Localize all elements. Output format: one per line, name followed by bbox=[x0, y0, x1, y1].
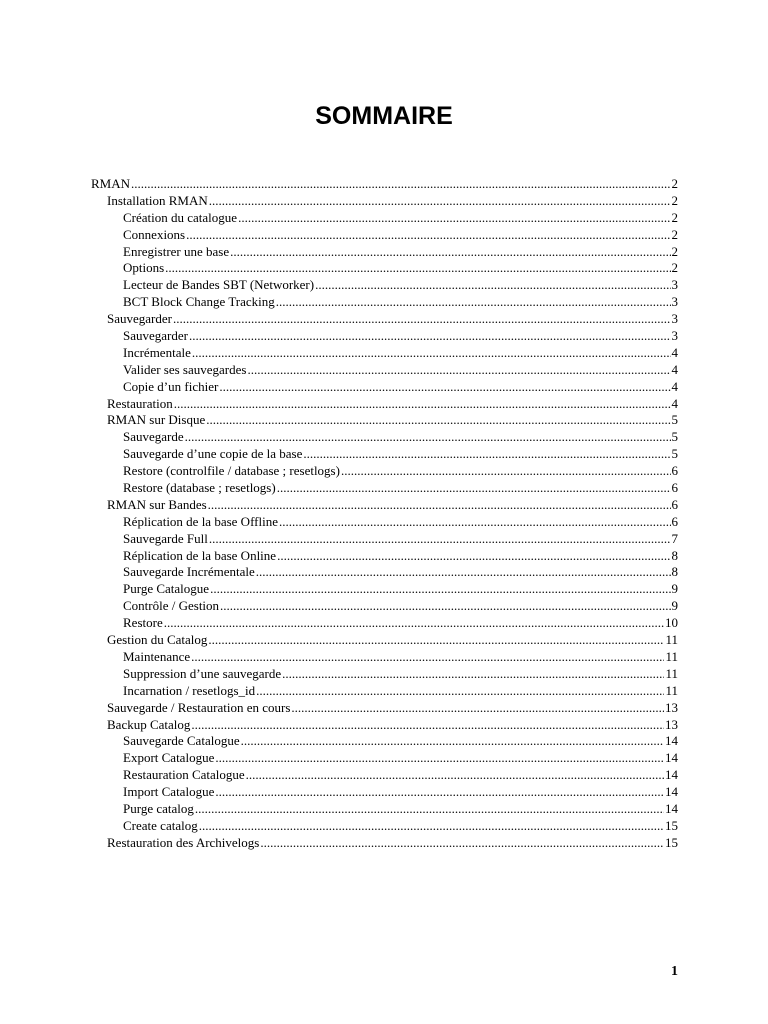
toc-entry[interactable] bbox=[91, 700, 678, 717]
toc-entry[interactable] bbox=[91, 581, 678, 598]
toc-dot-leader bbox=[191, 649, 664, 666]
toc-entry-page: 5 bbox=[671, 446, 678, 462]
toc-dot-leader bbox=[219, 379, 670, 396]
toc-entry[interactable] bbox=[91, 328, 678, 345]
toc-dot-leader bbox=[199, 818, 664, 835]
toc-entry[interactable] bbox=[91, 835, 678, 852]
toc-entry[interactable] bbox=[91, 412, 678, 429]
toc-dot-leader bbox=[206, 412, 670, 429]
toc-dot-leader bbox=[276, 294, 671, 311]
toc-entry-page: 2 bbox=[671, 209, 678, 225]
toc-entry-page: 11 bbox=[665, 648, 678, 664]
toc-dot-leader bbox=[279, 514, 671, 531]
toc-dot-leader bbox=[174, 396, 671, 413]
toc-entry-page: 2 bbox=[671, 176, 678, 191]
toc-entry-label: Incrémentale bbox=[123, 344, 191, 360]
toc-entry[interactable] bbox=[91, 244, 678, 261]
toc-entry-label: Sauvegarde d’une copie de la base bbox=[123, 446, 303, 462]
toc-entry-label: Réplication de la base Offline bbox=[123, 513, 278, 529]
toc-entry[interactable] bbox=[91, 463, 678, 480]
toc-dot-leader bbox=[164, 615, 664, 632]
toc-entry-page: 3 bbox=[671, 328, 678, 344]
toc-entry-label: Sauvegarde / Restauration en cours bbox=[107, 699, 291, 715]
toc-entry-label: Copie d’un fichier bbox=[123, 378, 219, 394]
toc-dot-leader bbox=[291, 700, 664, 717]
toc-entry-label: Create catalog bbox=[123, 817, 198, 833]
toc-entry[interactable] bbox=[91, 564, 678, 581]
toc-entry-label: Options bbox=[123, 260, 165, 276]
toc-entry-page: 5 bbox=[671, 429, 678, 445]
toc-dot-leader bbox=[260, 835, 664, 852]
toc-entry[interactable] bbox=[91, 193, 678, 210]
toc-entry-label: RMAN bbox=[91, 176, 131, 191]
toc-entry-label: Réplication de la base Online bbox=[123, 547, 277, 563]
toc-entry-page: 2 bbox=[671, 226, 678, 242]
toc-entry-page: 6 bbox=[671, 496, 678, 512]
toc-entry-label: Contrôle / Gestion bbox=[123, 598, 220, 614]
toc-entry-label: Sauvegarde bbox=[123, 429, 184, 445]
toc-entry-label: Sauvegarde Incrémentale bbox=[123, 564, 255, 580]
toc-entry[interactable] bbox=[91, 683, 678, 700]
toc-dot-leader bbox=[215, 784, 664, 801]
toc-entry-page: 13 bbox=[665, 699, 678, 715]
toc-entry-page: 7 bbox=[671, 530, 678, 546]
toc-entry-page: 2 bbox=[671, 243, 678, 259]
toc-entry-page: 5 bbox=[671, 412, 678, 428]
toc-dot-leader bbox=[186, 227, 670, 244]
toc-entry-label: Sauvegarder bbox=[123, 328, 188, 344]
toc-dot-leader bbox=[173, 311, 671, 328]
toc-entry-label: Restauration Catalogue bbox=[123, 767, 245, 783]
toc-entry[interactable] bbox=[91, 548, 678, 565]
toc-dot-leader bbox=[209, 531, 671, 548]
toc-entry[interactable] bbox=[91, 362, 678, 379]
toc-entry-label: Maintenance bbox=[123, 648, 191, 664]
toc-entry[interactable] bbox=[91, 480, 678, 497]
toc-entry-page: 11 bbox=[665, 682, 678, 698]
toc-entry-label: Incarnation / resetlogs_id bbox=[123, 682, 256, 698]
toc-entry-label: Restore bbox=[123, 615, 163, 631]
toc-entry[interactable] bbox=[91, 294, 678, 311]
toc-dot-leader bbox=[208, 497, 671, 514]
table-of-contents bbox=[91, 176, 678, 852]
toc-dot-leader bbox=[256, 683, 664, 700]
toc-entry-page: 4 bbox=[671, 395, 678, 411]
toc-entry[interactable] bbox=[91, 345, 678, 362]
toc-dot-leader bbox=[303, 446, 670, 463]
toc-entry-label: Suppression d’une sauvegarde bbox=[123, 665, 282, 681]
toc-entry-label: Installation RMAN bbox=[107, 192, 208, 208]
toc-entry[interactable] bbox=[91, 632, 678, 649]
toc-entry-page: 2 bbox=[671, 192, 678, 208]
toc-entry-label: BCT Block Change Tracking bbox=[123, 294, 275, 310]
toc-entry[interactable] bbox=[91, 733, 678, 750]
toc-dot-leader bbox=[131, 176, 670, 193]
toc-dot-leader bbox=[277, 548, 670, 565]
toc-entry-label: Valider ses sauvegardes bbox=[123, 361, 247, 377]
toc-entry-page: 14 bbox=[665, 800, 678, 816]
toc-entry-page: 14 bbox=[665, 733, 678, 749]
toc-entry-page: 8 bbox=[671, 564, 678, 580]
toc-dot-leader bbox=[282, 666, 664, 683]
toc-dot-leader bbox=[341, 463, 671, 480]
toc-entry-label: RMAN sur Bandes bbox=[107, 496, 207, 512]
toc-entry-page: 14 bbox=[665, 784, 678, 800]
toc-entry-label: Connexions bbox=[123, 226, 186, 242]
toc-entry[interactable] bbox=[91, 750, 678, 767]
toc-dot-leader bbox=[165, 260, 670, 277]
toc-entry-page: 4 bbox=[671, 378, 678, 394]
toc-entry[interactable] bbox=[91, 666, 678, 683]
toc-entry-page: 9 bbox=[671, 598, 678, 614]
toc-entry[interactable] bbox=[91, 429, 678, 446]
toc-entry[interactable] bbox=[91, 531, 678, 548]
toc-entry-page: 9 bbox=[671, 581, 678, 597]
toc-dot-leader bbox=[215, 750, 664, 767]
toc-entry-page: 14 bbox=[665, 767, 678, 783]
toc-entry[interactable] bbox=[91, 818, 678, 835]
toc-dot-leader bbox=[185, 429, 671, 446]
toc-dot-leader bbox=[246, 767, 664, 784]
toc-dot-leader bbox=[189, 328, 671, 345]
toc-dot-leader bbox=[247, 362, 670, 379]
toc-entry-page: 2 bbox=[671, 260, 678, 276]
toc-entry[interactable] bbox=[91, 260, 678, 277]
toc-entry-page: 11 bbox=[665, 632, 678, 648]
toc-entry-page: 15 bbox=[665, 817, 678, 833]
toc-entry-page: 6 bbox=[671, 480, 678, 496]
toc-entry-label: RMAN sur Disque bbox=[107, 412, 206, 428]
toc-dot-leader bbox=[208, 632, 664, 649]
toc-dot-leader bbox=[241, 733, 664, 750]
toc-entry[interactable] bbox=[91, 598, 678, 615]
toc-entry[interactable] bbox=[91, 615, 678, 632]
toc-entry-page: 3 bbox=[671, 277, 678, 293]
toc-dot-leader bbox=[209, 193, 671, 210]
toc-entry-label: Lecteur de Bandes SBT (Networker) bbox=[123, 277, 315, 293]
toc-entry-page: 4 bbox=[671, 344, 678, 360]
toc-entry[interactable] bbox=[91, 446, 678, 463]
toc-entry[interactable] bbox=[91, 227, 678, 244]
toc-dot-leader bbox=[191, 717, 664, 734]
toc-entry[interactable] bbox=[91, 767, 678, 784]
toc-entry[interactable] bbox=[91, 210, 678, 227]
toc-dot-leader bbox=[256, 564, 671, 581]
toc-dot-leader bbox=[195, 801, 664, 818]
page-title: SOMMAIRE bbox=[315, 102, 453, 130]
page-number: 1 bbox=[671, 964, 678, 979]
toc-entry-label: Export Catalogue bbox=[123, 750, 215, 766]
toc-entry-label: Gestion du Catalog bbox=[107, 632, 208, 648]
toc-entry[interactable] bbox=[91, 311, 678, 328]
toc-entry-page: 3 bbox=[671, 311, 678, 327]
toc-entry-page: 11 bbox=[665, 665, 678, 681]
toc-dot-leader bbox=[277, 480, 671, 497]
toc-dot-leader bbox=[230, 244, 670, 261]
toc-entry-label: Restauration des Archivelogs bbox=[107, 834, 260, 850]
toc-entry[interactable] bbox=[91, 379, 678, 396]
toc-entry-page: 6 bbox=[671, 463, 678, 479]
toc-entry[interactable] bbox=[91, 396, 678, 413]
toc-entry-label: Enregistrer une base bbox=[123, 243, 230, 259]
toc-entry[interactable] bbox=[91, 717, 678, 734]
toc-entry[interactable] bbox=[91, 784, 678, 801]
toc-entry-label: Sauvegarder bbox=[107, 311, 172, 327]
toc-entry[interactable] bbox=[91, 497, 678, 514]
toc-entry-label: Restauration bbox=[107, 395, 173, 411]
toc-dot-leader bbox=[238, 210, 670, 227]
toc-entry-label: Purge catalog bbox=[123, 800, 194, 816]
toc-entry-label: Backup Catalog bbox=[107, 716, 191, 732]
toc-entry[interactable] bbox=[91, 801, 678, 818]
toc-entry-label: Sauvegarde Catalogue bbox=[123, 733, 240, 749]
toc-entry-label: Restore (controlfile / database ; resetlogs) bbox=[123, 463, 340, 479]
toc-entry-label: Restore (database ; resetlogs) bbox=[123, 480, 276, 496]
toc-entry-label: Sauvegarde Full bbox=[123, 530, 208, 546]
toc-entry-label: Import Catalogue bbox=[123, 784, 215, 800]
toc-dot-leader bbox=[192, 345, 671, 362]
toc-entry[interactable] bbox=[91, 277, 678, 294]
toc-entry[interactable] bbox=[91, 514, 678, 531]
toc-entry-page: 10 bbox=[665, 615, 678, 631]
toc-entry-page: 14 bbox=[665, 750, 678, 766]
toc-dot-leader bbox=[315, 277, 670, 294]
toc-entry-page: 4 bbox=[671, 361, 678, 377]
toc-entry-page: 6 bbox=[671, 513, 678, 529]
toc-entry-page: 3 bbox=[671, 294, 678, 310]
toc-entry-page: 13 bbox=[665, 716, 678, 732]
toc-entry-label: Création du catalogue bbox=[123, 209, 238, 225]
toc-entry-page: 8 bbox=[671, 547, 678, 563]
toc-entry-page: 15 bbox=[665, 834, 678, 850]
toc-entry-label: Purge Catalogue bbox=[123, 581, 210, 597]
toc-dot-leader bbox=[210, 581, 670, 598]
toc-entry[interactable] bbox=[91, 176, 678, 193]
toc-dot-leader bbox=[220, 598, 670, 615]
toc-entry[interactable] bbox=[91, 649, 678, 666]
